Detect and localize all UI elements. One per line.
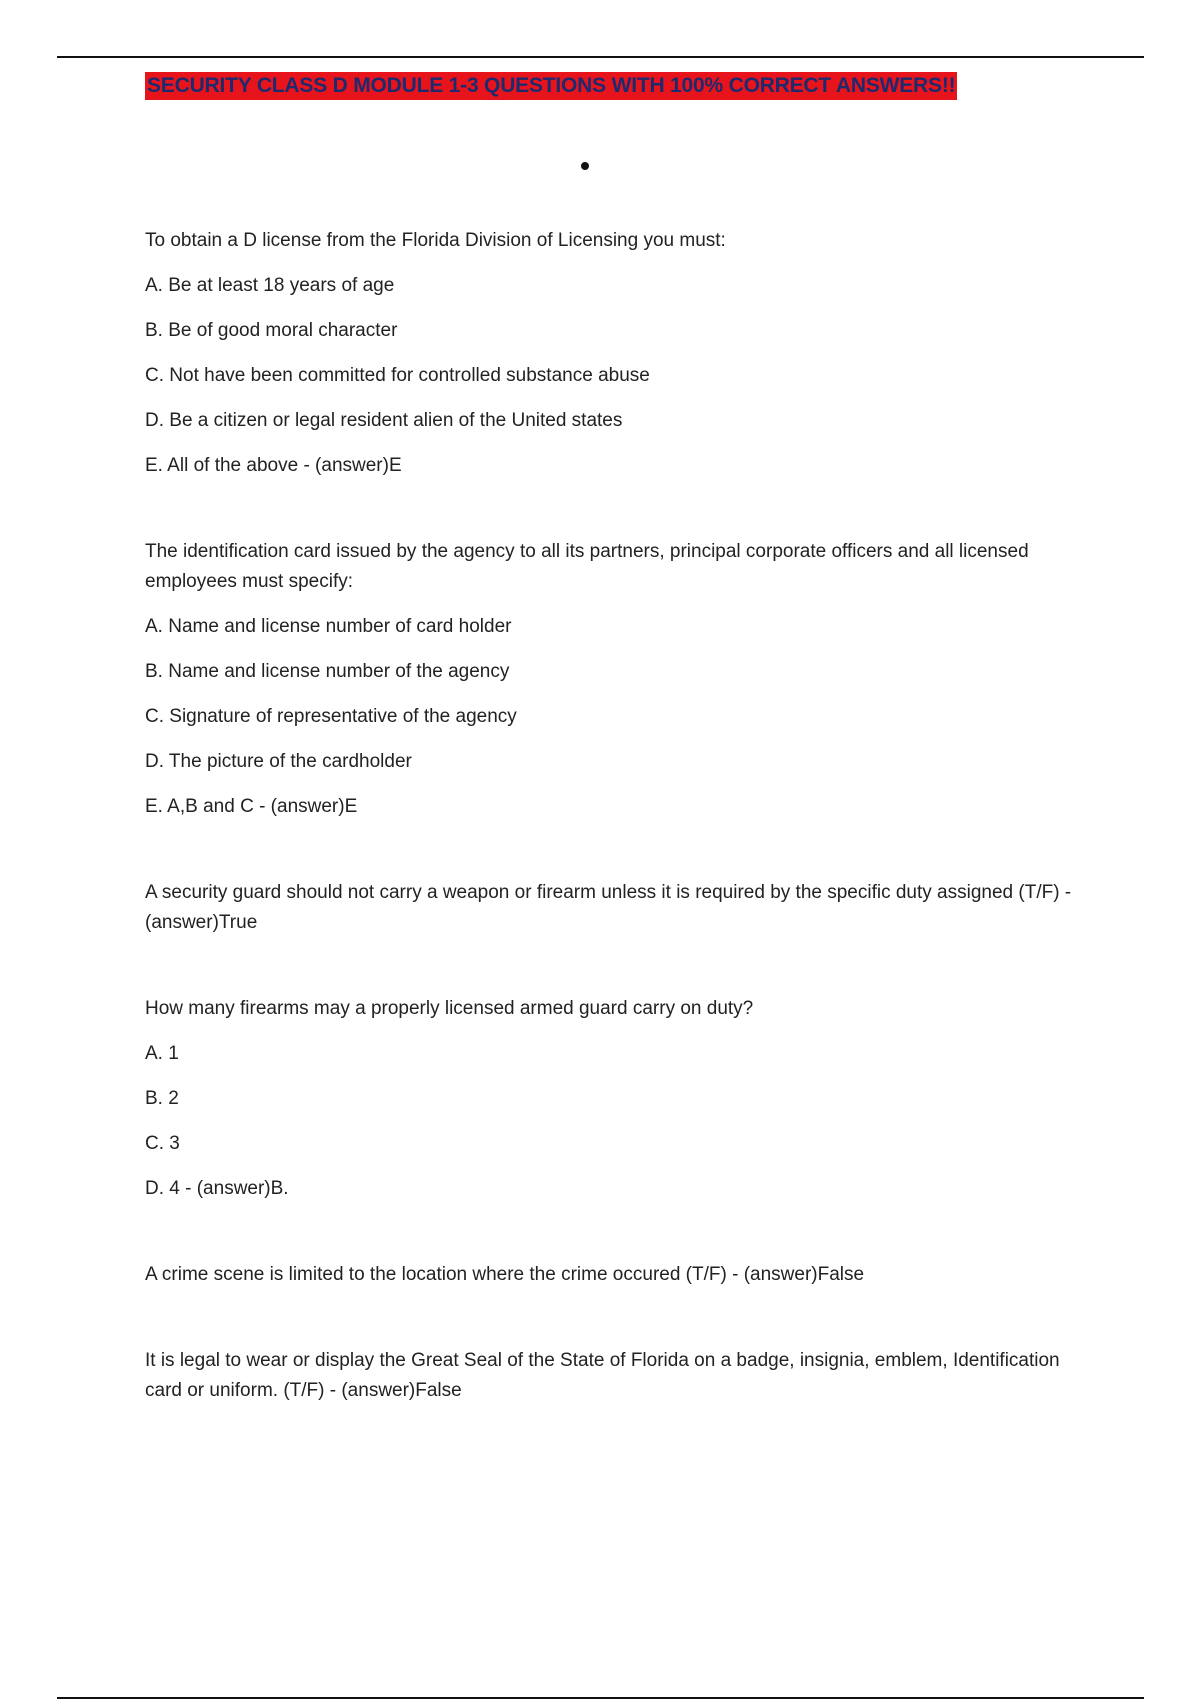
question-block	[145, 537, 1085, 822]
answer-option: C. Not have been committed for controlled substance abuse	[145, 365, 650, 386]
bullet-point	[581, 162, 589, 170]
answer-option: E. All of the above - (answer)E	[145, 455, 402, 476]
answer-option: D. 4 - (answer)B.	[145, 1178, 289, 1199]
answer-option: B. Name and license number of the agency	[145, 661, 510, 682]
question-block	[145, 994, 1085, 1204]
page-content	[145, 72, 1085, 1406]
answer-option: D. Be a citizen or legal resident alien of the United states	[145, 410, 623, 431]
answer-option: A. Be at least 18 years of age	[145, 275, 395, 296]
question-text: It is legal to wear or display the Great Seal of the State of Florida on a badge, insignia, emblem, Identification card or uniform. (T/F) - (answer)False	[145, 1350, 1060, 1401]
question-block	[145, 878, 1085, 938]
question-text: A security guard should not carry a weapon or firearm unless it is required by the specific duty assigned (T/F) - (answer)True	[145, 882, 1072, 933]
question-text: The identification card issued by the agency to all its partners, principal corporate officers and all licensed employees must specify:	[145, 541, 1029, 592]
question-text: To obtain a D license from the Florida Division of Licensing you must:	[145, 230, 726, 251]
document-title: SECURITY CLASS D MODULE 1-3 QUESTIONS WITH 100% CORRECT ANSWERS!!	[145, 72, 957, 100]
question-block	[145, 1346, 1085, 1406]
question-block	[145, 226, 1085, 481]
answer-option: C. 3	[145, 1133, 180, 1154]
answer-option: E. A,B and C - (answer)E	[145, 796, 358, 817]
question-text: A crime scene is limited to the location where the crime occured (T/F) - (answer)False	[145, 1264, 865, 1285]
answer-option: C. Signature of representative of the agency	[145, 706, 517, 727]
question-text: How many firearms may a properly licensed armed guard carry on duty?	[145, 998, 754, 1019]
bullet-row	[145, 100, 1085, 160]
answer-option: B. 2	[145, 1088, 179, 1109]
answer-option: B. Be of good moral character	[145, 320, 398, 341]
bottom-rule	[57, 1697, 1144, 1699]
question-block	[145, 1260, 1085, 1290]
answer-option: A. 1	[145, 1043, 179, 1064]
answer-option: A. Name and license number of card holder	[145, 616, 512, 637]
answer-option: D. The picture of the cardholder	[145, 751, 412, 772]
top-rule	[57, 56, 1144, 58]
